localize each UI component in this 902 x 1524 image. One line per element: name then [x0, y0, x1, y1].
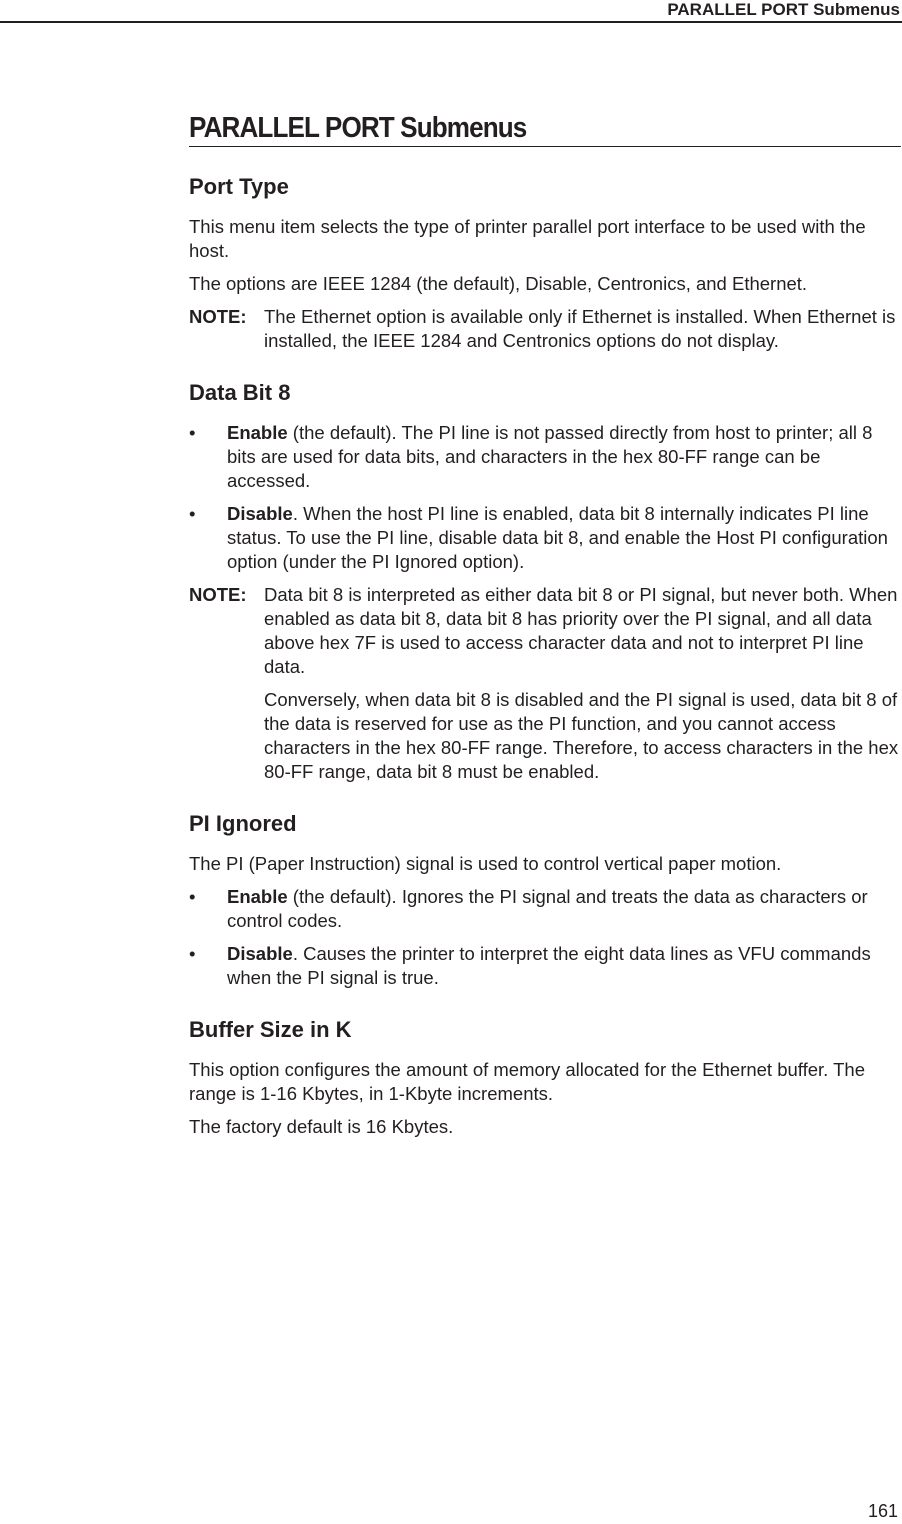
term: Enable — [227, 886, 288, 907]
header-rule — [0, 21, 902, 23]
note-text: Data bit 8 is interpreted as either data bit 8 or PI signal, but never both. When enabled as data bit 8, data bit 8 has priority over the PI signal, and all data above hex 7F is used to access character data and not to interpret PI line data. — [264, 584, 898, 677]
section-port-type — [189, 175, 902, 353]
paragraph: The options are IEEE 1284 (the default), Disable, Centronics, and Ethernet. — [189, 273, 808, 294]
bullet-item — [189, 421, 902, 493]
note — [189, 305, 902, 353]
text: . When the host PI line is enabled, data bit 8 internally indicates PI line status. To use the PI line, disable data bit 8, and enable the Host PI configuration option (under the PI Ignored option). — [227, 503, 888, 572]
heading: Port Type — [189, 174, 289, 199]
paragraph: The factory default is 16 Kbytes. — [189, 1116, 454, 1137]
term: Disable — [227, 943, 293, 964]
bullet-item — [189, 502, 902, 574]
content — [189, 112, 902, 1148]
section-data-bit-8 — [189, 381, 902, 784]
text: (the default). The PI line is not passed directly from host to printer; all 8 bits are used for data bits, and characters in the hex 80-FF range can be accessed. — [227, 422, 873, 491]
text: (the default). Ignores the PI signal and treats the data as characters or control codes. — [227, 886, 868, 931]
paragraph: The PI (Paper Instruction) signal is used to control vertical paper motion. — [189, 853, 782, 874]
note-text: The Ethernet option is available only if Ethernet is installed. When Ethernet is installed, the IEEE 1284 and Centronics options do not display. — [264, 306, 896, 351]
note-text: Conversely, when data bit 8 is disabled and the PI signal is used, data bit 8 of the data is reserved for use as the PI function, and you cannot access characters in the hex 80-FF range. Therefore, to access characters in the hex 80-FF range, data bit 8 must be enabled. — [264, 689, 899, 782]
note — [189, 583, 902, 784]
paragraph: This menu item selects the type of printer parallel port interface to be used with the host. — [189, 216, 866, 261]
page-title: PARALLEL PORT Submenus — [189, 116, 901, 147]
paragraph: This option configures the amount of memory allocated for the Ethernet buffer. The range is 1-16 Kbytes, in 1-Kbyte increments. — [189, 1059, 865, 1104]
section-pi-ignored — [189, 812, 902, 990]
bullet-item — [189, 942, 902, 990]
term: Enable — [227, 422, 288, 443]
heading: Buffer Size in K — [189, 1017, 352, 1042]
section-buffer-size — [189, 1018, 902, 1139]
note-label: NOTE: — [189, 584, 247, 605]
text: . Causes the printer to interpret the eight data lines as VFU commands when the PI signal is true. — [227, 943, 871, 988]
page-number: 161 — [867, 1501, 898, 1521]
heading: PI Ignored — [189, 811, 297, 836]
running-header: PARALLEL PORT Submenus — [667, 0, 900, 19]
note-label: NOTE: — [189, 306, 247, 327]
heading: Data Bit 8 — [189, 380, 291, 405]
bullet-item — [189, 885, 902, 933]
term: Disable — [227, 503, 293, 524]
